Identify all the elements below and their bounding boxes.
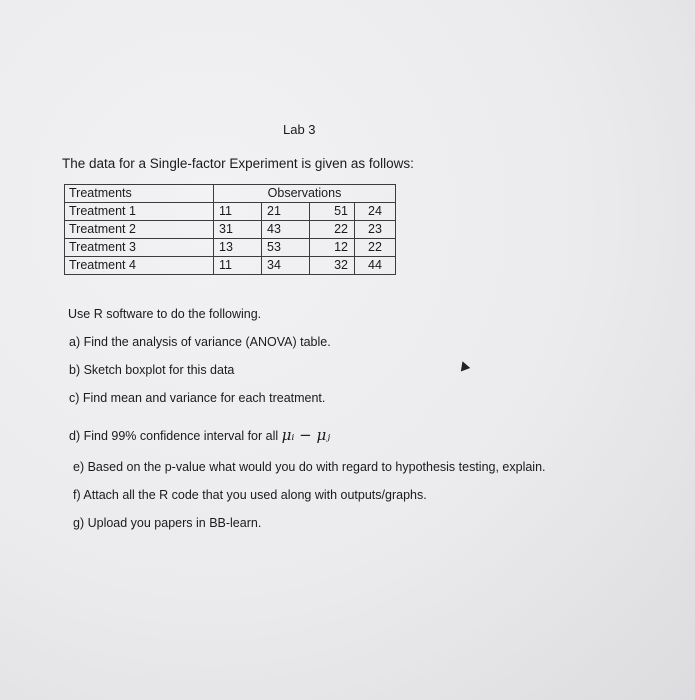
- observation-cell: 13: [214, 239, 262, 257]
- mean-difference-formula: μᵢ − μⱼ: [281, 426, 331, 444]
- observation-cell: 21: [262, 203, 310, 221]
- task-b: b) Sketch boxplot for this data: [69, 363, 235, 377]
- page-title: Lab 3: [283, 122, 316, 137]
- header-treatments: Treatments: [65, 185, 214, 203]
- table-row: [65, 203, 396, 221]
- instructions-lead: Use R software to do the following.: [68, 307, 262, 321]
- table-row: [65, 257, 396, 275]
- table-row: [65, 239, 396, 257]
- observation-cell: 22: [310, 221, 355, 239]
- observation-cell: 11: [214, 203, 262, 221]
- observation-cell: 23: [355, 221, 396, 239]
- observation-cell: 53: [262, 239, 310, 257]
- task-f: f) Attach all the R code that you used along with outputs/graphs.: [73, 488, 427, 502]
- treatment-label: Treatment 1: [65, 203, 214, 221]
- table-header-row: [65, 185, 396, 203]
- observation-cell: 44: [355, 257, 396, 275]
- header-observations: Observations: [214, 185, 396, 203]
- observation-cell: 11: [214, 257, 262, 275]
- table-row: [65, 221, 396, 239]
- treatment-label: Treatment 2: [65, 221, 214, 239]
- observation-cell: 34: [262, 257, 310, 275]
- task-d-text: d) Find 99% confidence interval for all: [69, 429, 279, 443]
- intro-text: The data for a Single-factor Experiment is given as follows:: [62, 156, 414, 171]
- observation-cell: 51: [310, 203, 355, 221]
- task-a: a) Find the analysis of variance (ANOVA) table.: [69, 335, 331, 349]
- observation-cell: 24: [355, 203, 396, 221]
- observation-cell: 22: [355, 239, 396, 257]
- treatment-label: Treatment 3: [65, 239, 214, 257]
- task-c: c) Find mean and variance for each treatment.: [69, 391, 326, 405]
- observation-cell: 31: [214, 221, 262, 239]
- mouse-cursor-icon: [458, 360, 470, 372]
- task-g: g) Upload you papers in BB-learn.: [73, 516, 262, 530]
- observation-cell: 43: [262, 221, 310, 239]
- task-d: [69, 426, 330, 444]
- observation-cell: 32: [310, 257, 355, 275]
- task-e: e) Based on the p-value what would you do with regard to hypothesis testing, explain.: [73, 460, 546, 474]
- observation-cell: 12: [310, 239, 355, 257]
- observations-table: [64, 184, 396, 275]
- treatment-label: Treatment 4: [65, 257, 214, 275]
